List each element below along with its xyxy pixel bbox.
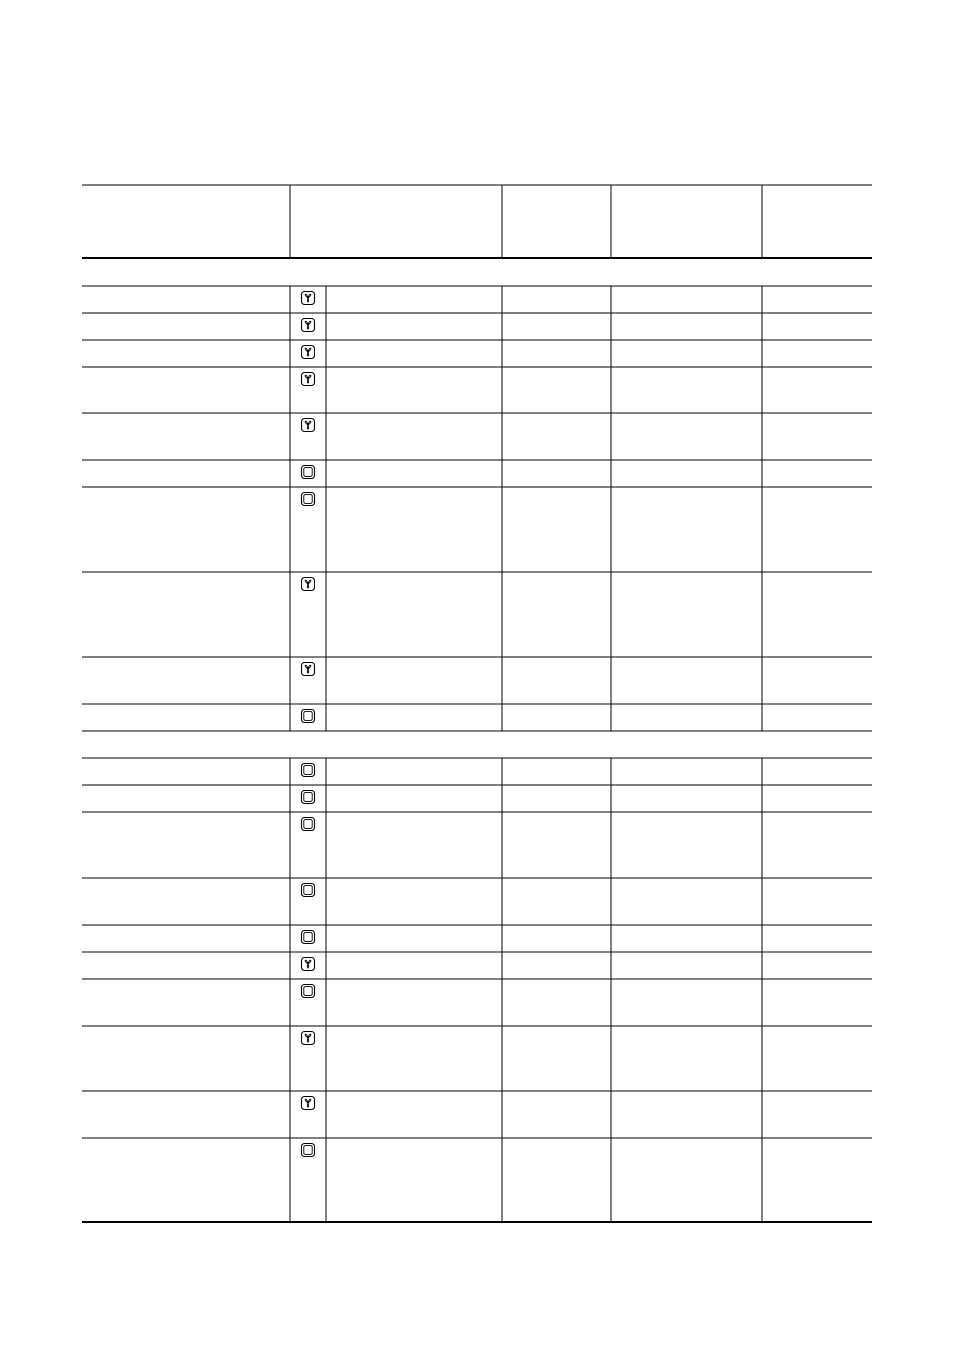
conventional-oven-icon (302, 466, 315, 479)
fan-oven-icon (302, 373, 315, 386)
conventional-oven-icon (302, 931, 315, 944)
conventional-oven-icon (302, 985, 315, 998)
fan-oven-icon (302, 663, 315, 676)
conventional-oven-icon (302, 791, 315, 804)
table-grid-lines (82, 185, 872, 1222)
conventional-oven-icon (302, 764, 315, 777)
conventional-oven-icon (302, 710, 315, 723)
fan-oven-icon (302, 319, 315, 332)
conventional-oven-icon (302, 1144, 315, 1157)
fan-oven-icon (302, 958, 315, 971)
fan-oven-icon (302, 1032, 315, 1045)
conventional-oven-icon (302, 884, 315, 897)
fan-oven-icon (302, 346, 315, 359)
conventional-oven-icon (302, 493, 315, 506)
fan-oven-icon (302, 292, 315, 305)
table-icons (302, 292, 315, 1157)
fan-oven-icon (302, 578, 315, 591)
fan-oven-icon (302, 1097, 315, 1110)
fan-oven-icon (302, 419, 315, 432)
conventional-oven-icon (302, 818, 315, 831)
